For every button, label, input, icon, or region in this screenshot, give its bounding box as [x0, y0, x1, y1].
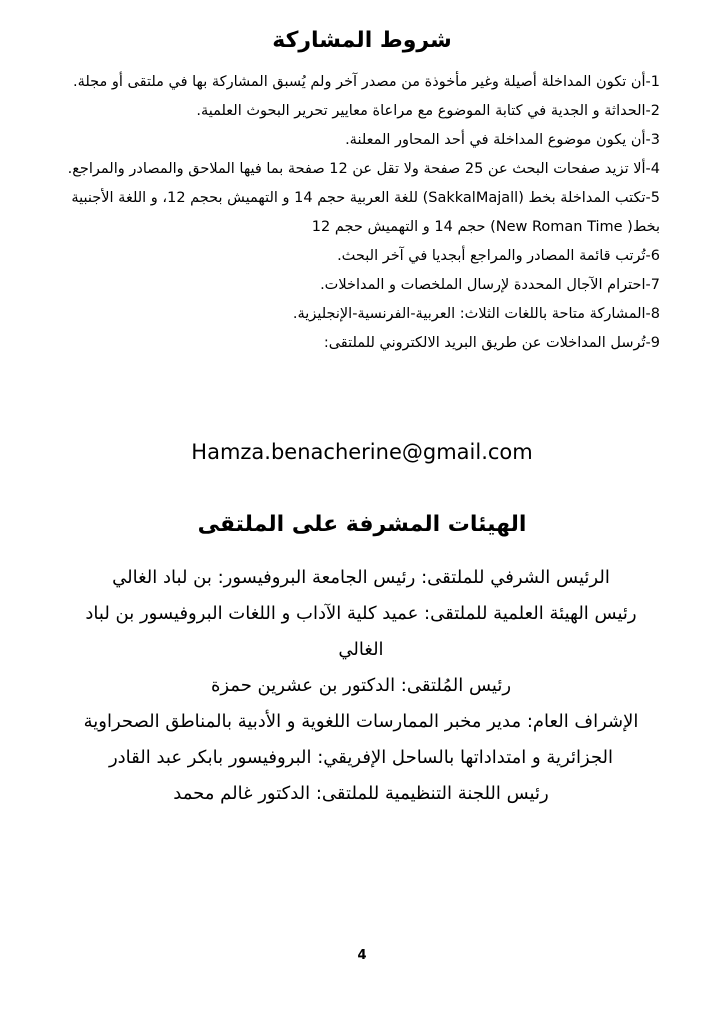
- body-item-scientific-committee: رئيس الهيئة العلمية للملتقى: عميد كلية الآداب و اللغات البروفيسور بن لباد الغالي: [85, 603, 637, 660]
- condition-item: 6-تُرتب قائمة المصادر والمراجع أبجديا في آخر البحث.: [337, 248, 660, 264]
- body-item-general-supervision: الإشراف العام: مدير مخبر الممارسات اللغوية و الأدبية بالمناطق الصحراوية الجزائرية و امتداداتها بالساحل الإفريقي: البروفيسور بابكر عبد القادر: [83, 711, 639, 768]
- body-item-honorary-president: الرئيس الشرفي للملتقى: رئيس الجامعة البروفيسور: بن لباد الغالي: [112, 567, 610, 588]
- conditions-list: [62, 68, 660, 358]
- page-number: 4: [357, 948, 367, 963]
- conditions-title: شروط المشاركة: [272, 28, 452, 53]
- condition-item: 9-تُرسل المداخلات عن طريق البريد الالكتروني للملتقى:: [323, 335, 660, 351]
- condition-item: 5-تكتب المداخلة بخط (SakkalMajall) للغة العربية حجم 14 و التهميش بحجم 12، و اللغة الأجنبية بخط( New Roman Time) حجم 14 و التهميش حجم 12: [71, 190, 660, 235]
- condition-item: 8-المشاركة متاحة باللغات الثلاث: العربية-الفرنسية-الإنجليزية.: [292, 306, 660, 322]
- body-item-forum-president: رئيس المُلتقى: الدكتور بن عشرين حمزة: [210, 675, 512, 696]
- condition-item: 4-ألا تزيد صفحات البحث عن 25 صفحة ولا تقل عن 12 صفحة بما فيها الملاحق والمصادر والمراجع.: [67, 161, 660, 177]
- contact-email: Hamza.benacherine@gmail.com: [191, 440, 533, 464]
- supervising-bodies-list: [62, 560, 660, 812]
- condition-item: 7-احترام الآجال المحددة لإرسال الملخصات و المداخلات.: [320, 277, 660, 293]
- body-item-organizing-committee: رئيس اللجنة التنظيمية للملتقى: الدكتور غالم محمد: [173, 783, 549, 804]
- condition-item: 2-الحداثة و الجدية في كتابة الموضوع مع مراعاة معايير تحرير البحوث العلمية.: [196, 103, 660, 119]
- condition-item: 1-أن تكون المداخلة أصيلة وغير مأخوذة من مصدر آخر ولم يُسبق المشاركة بها في ملتقى أو مجلة.: [72, 74, 660, 90]
- bodies-title: الهيئات المشرفة على الملتقى: [197, 512, 527, 537]
- condition-item: 3-أن يكون موضوع المداخلة في أحد المحاور المعلنة.: [345, 132, 660, 148]
